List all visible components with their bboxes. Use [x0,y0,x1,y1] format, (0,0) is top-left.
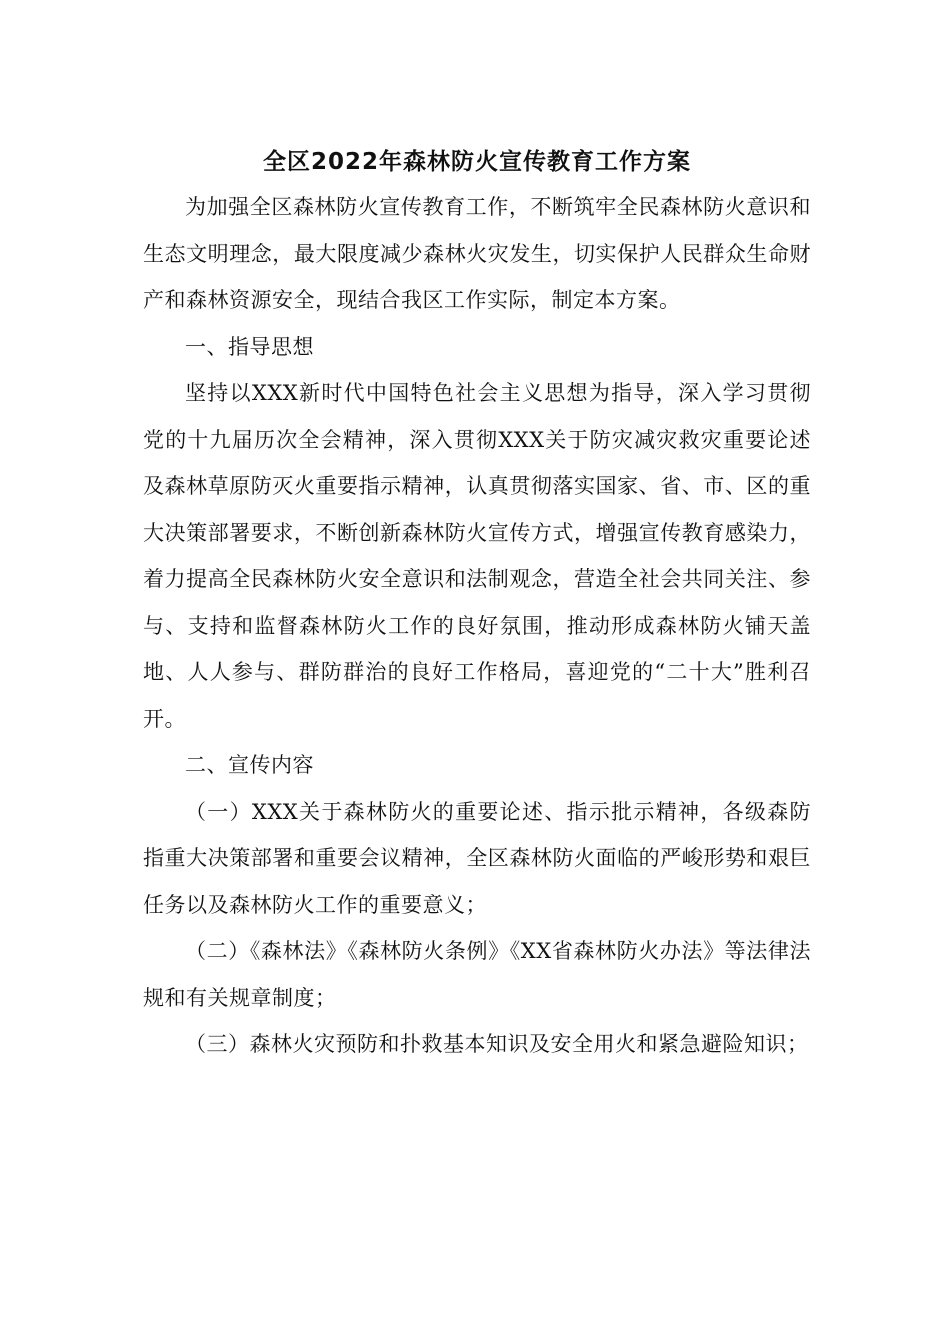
section-heading-publicity-content: 二、宣传内容 [185,753,314,777]
guiding-ideology-paragraph: 坚持以XXX新时代中国特色社会主义思想为指导，深入学习贯彻党的十九届历次全会精神，深入贯彻XXX关于防灾减灾救灾重要论述及森林草原防灭火重要指示精神，认真贯彻落实国家、省、市、区的重大决策部署要求，不断创新森林防火宣传方式，增强宣传教育感染力，着力提高全民森林防火安全意识和法制观念，营造全社会共同关注、参与、支持和监督森林防火工作的良好氛围，推动形成森林防火铺天盖地、人人参与、群防群治的良好工作格局，喜迎党的“二十大”胜利召开。 [143,381,811,731]
document-title: 全区2022年森林防火宣传教育工作方案 [262,149,691,175]
intro-paragraph: 为加强全区森林防火宣传教育工作，不断筑牢全民森林防火意识和生态文明理念，最大限度减少森林火灾发生，切实保护人民群众生命财产和森林资源安全，现结合我区工作实际，制定本方案。 [143,195,811,312]
content-item-2: （二）《森林法》《森林防火条例》《XX省森林防火办法》等法律法规和有关规章制度； [143,939,811,1010]
content-item-3: （三）森林火灾预防和扑救基本知识及安全用火和紧急避险知识； [185,1032,809,1056]
content-item-1: （一）XXX关于森林防火的重要论述、指示批示精神，各级森防指重大决策部署和重要会议精神，全区森林防火面临的严峻形势和艰巨任务以及森林防火工作的重要意义； [143,799,811,917]
document-body [143,140,811,1068]
section-heading-guiding-ideology: 一、指导思想 [185,334,314,359]
